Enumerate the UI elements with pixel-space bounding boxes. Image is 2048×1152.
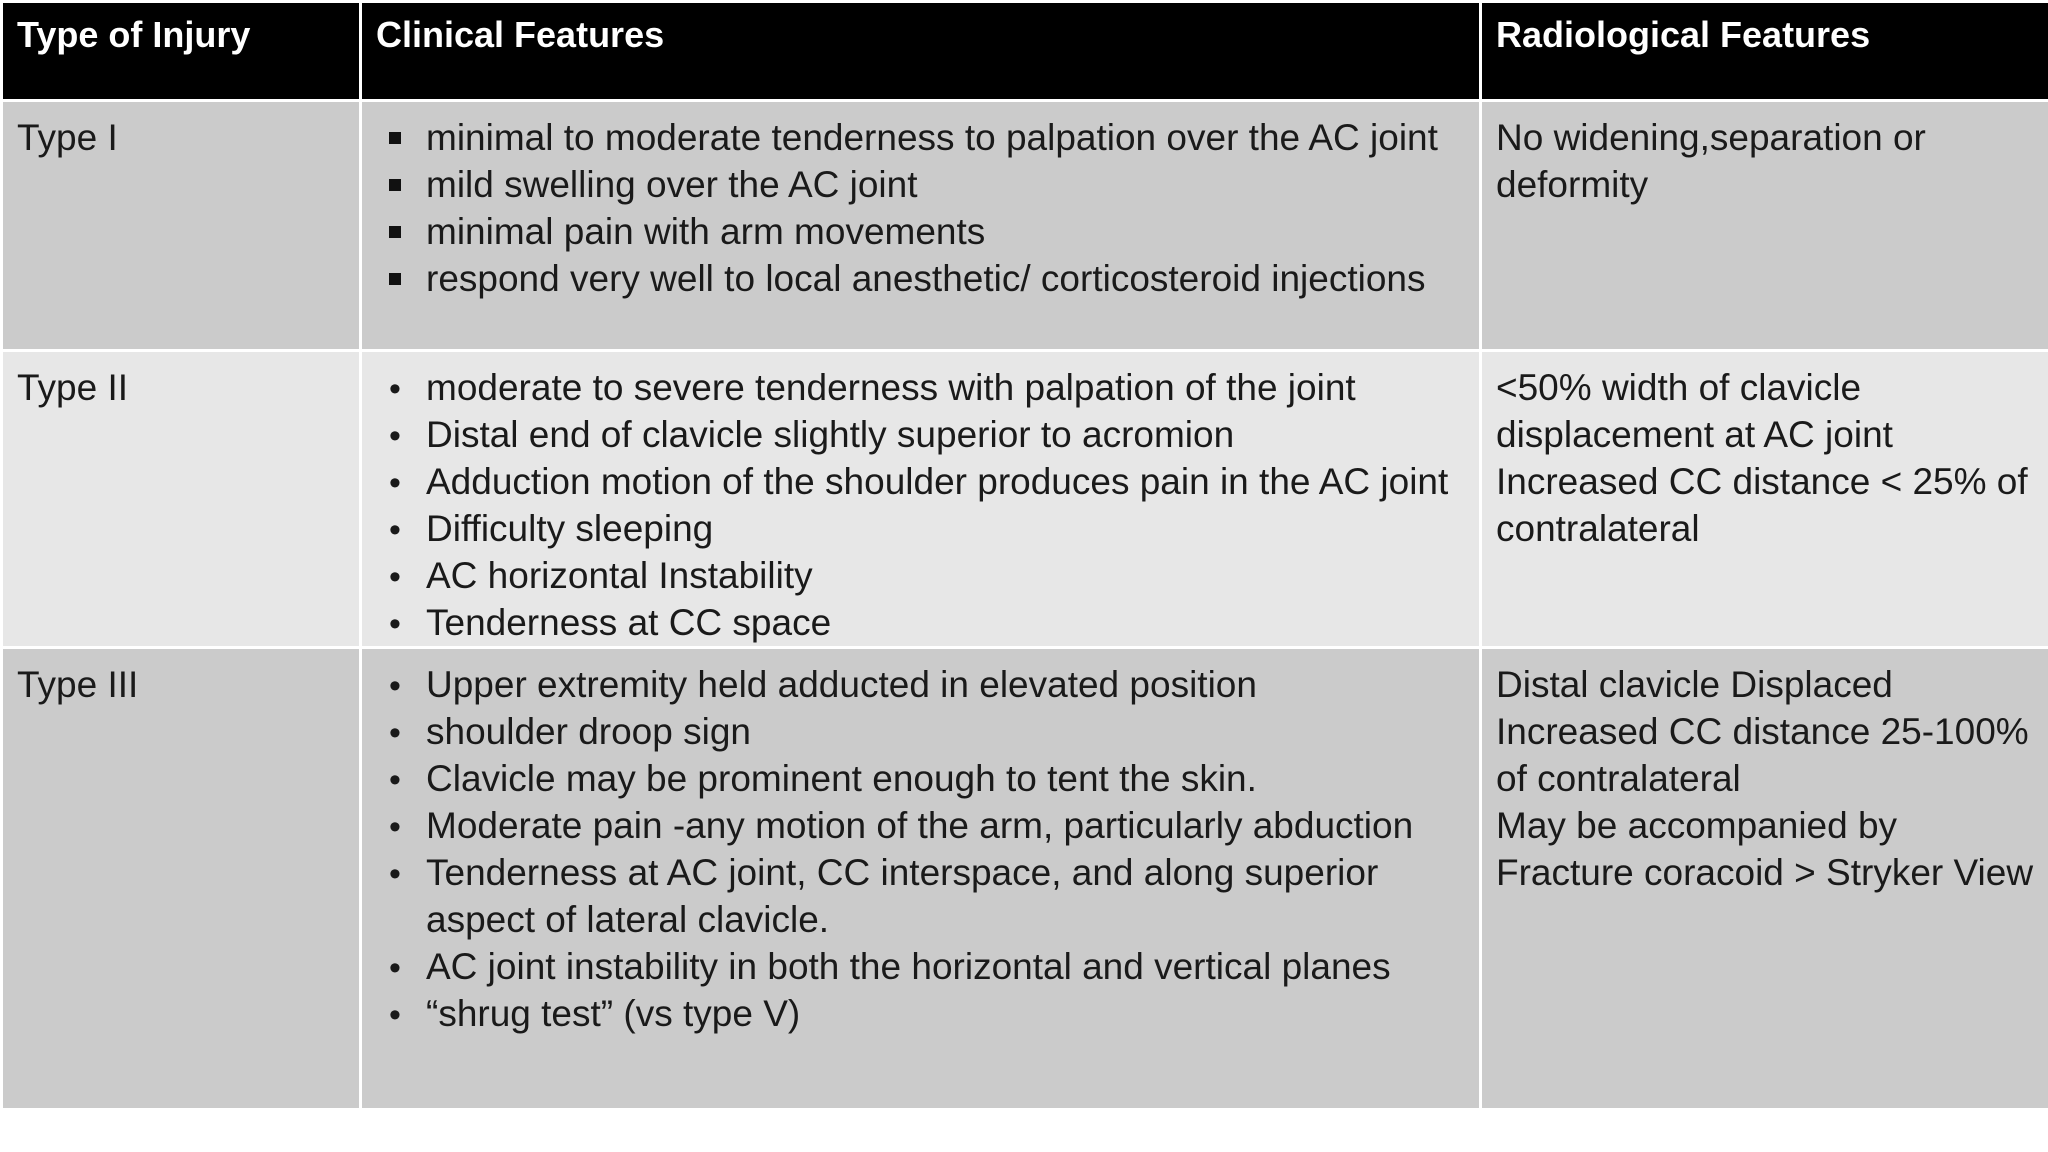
clinical-features-cell: [361, 648, 1481, 1110]
radiological-line: <50% width of clavicle displacement at AC joint: [1496, 367, 1893, 455]
square-bullet-icon: [380, 161, 410, 208]
dot-bullet-icon: [380, 364, 410, 413]
dot-bullet-icon: [380, 755, 410, 804]
header-clinical-features: Clinical Features: [361, 2, 1481, 101]
dot-bullet-icon: [380, 458, 410, 507]
list-item: • “shrug test” (vs type V): [376, 990, 1465, 1037]
radiological-features-cell: [1481, 101, 2048, 351]
square-bullet-icon: [380, 208, 410, 255]
dot-bullet-icon: [380, 552, 410, 601]
dot-bullet-icon: [380, 990, 410, 1039]
header-radiological-features: Radiological Features: [1481, 2, 2048, 101]
dot-bullet-icon: [380, 599, 410, 648]
radiological-line: Increased CC distance < 25% of contralateral: [1496, 461, 2028, 549]
list-item: • Adduction motion of the shoulder produces pain in the AC joint: [376, 458, 1465, 505]
list-item: • Tenderness at CC space: [376, 599, 1465, 646]
dot-bullet-icon: [380, 661, 410, 710]
clinical-features-list: [376, 661, 1465, 1037]
list-item: • Clavicle may be prominent enough to tent the skin.: [376, 755, 1465, 802]
square-bullet-icon: [380, 114, 410, 161]
list-item: • Moderate pain -any motion of the arm, particularly abduction: [376, 802, 1465, 849]
dot-bullet-icon: [380, 943, 410, 992]
header-type-of-injury: Type of Injury: [2, 2, 361, 101]
list-item: • Upper extremity held adducted in elevated position: [376, 661, 1465, 708]
radiological-features-cell: [1481, 648, 2048, 1110]
list-item: • Tenderness at AC joint, CC interspace, and along superior aspect of lateral clavicle.: [376, 849, 1465, 943]
injury-type-cell: Type I: [2, 101, 361, 351]
square-bullet-icon: [380, 255, 410, 302]
list-item: respond very well to local anesthetic/ corticosteroid injections: [376, 255, 1465, 302]
table-row-type-ii: [2, 351, 2048, 648]
table-row-type-iii: [2, 648, 2048, 1110]
list-item: • shoulder droop sign: [376, 708, 1465, 755]
radiological-line: May be accompanied by Fracture coracoid > Stryker View: [1496, 805, 2034, 893]
clinical-features-cell: [361, 101, 1481, 351]
header-row: [2, 2, 2048, 101]
radiological-line: Distal clavicle Displaced: [1496, 664, 1893, 705]
dot-bullet-icon: [380, 708, 410, 757]
dot-bullet-icon: [380, 849, 410, 898]
dot-bullet-icon: [380, 505, 410, 554]
clinical-features-list: [376, 364, 1465, 646]
list-item: • moderate to severe tenderness with palpation of the joint: [376, 364, 1465, 411]
radiological-line: Increased CC distance 25-100% of contralateral: [1496, 711, 2029, 799]
list-item: • AC horizontal Instability: [376, 552, 1465, 599]
dot-bullet-icon: [380, 802, 410, 851]
list-item: • Difficulty sleeping: [376, 505, 1465, 552]
table-row-type-i: [2, 101, 2048, 351]
clinical-features-cell: [361, 351, 1481, 648]
list-item: mild swelling over the AC joint: [376, 161, 1465, 208]
injury-type-cell: Type III: [2, 648, 361, 1110]
list-item: minimal to moderate tenderness to palpation over the AC joint: [376, 114, 1465, 161]
list-item: • AC joint instability in both the horizontal and vertical planes: [376, 943, 1465, 990]
dot-bullet-icon: [380, 411, 410, 460]
radiological-features-cell: [1481, 351, 2048, 648]
injury-type-cell: Type II: [2, 351, 361, 648]
list-item: minimal pain with arm movements: [376, 208, 1465, 255]
radiological-line: No widening,separation or deformity: [1496, 117, 1926, 205]
clinical-features-list: [376, 114, 1465, 302]
list-item: • Distal end of clavicle slightly superior to acromion: [376, 411, 1465, 458]
